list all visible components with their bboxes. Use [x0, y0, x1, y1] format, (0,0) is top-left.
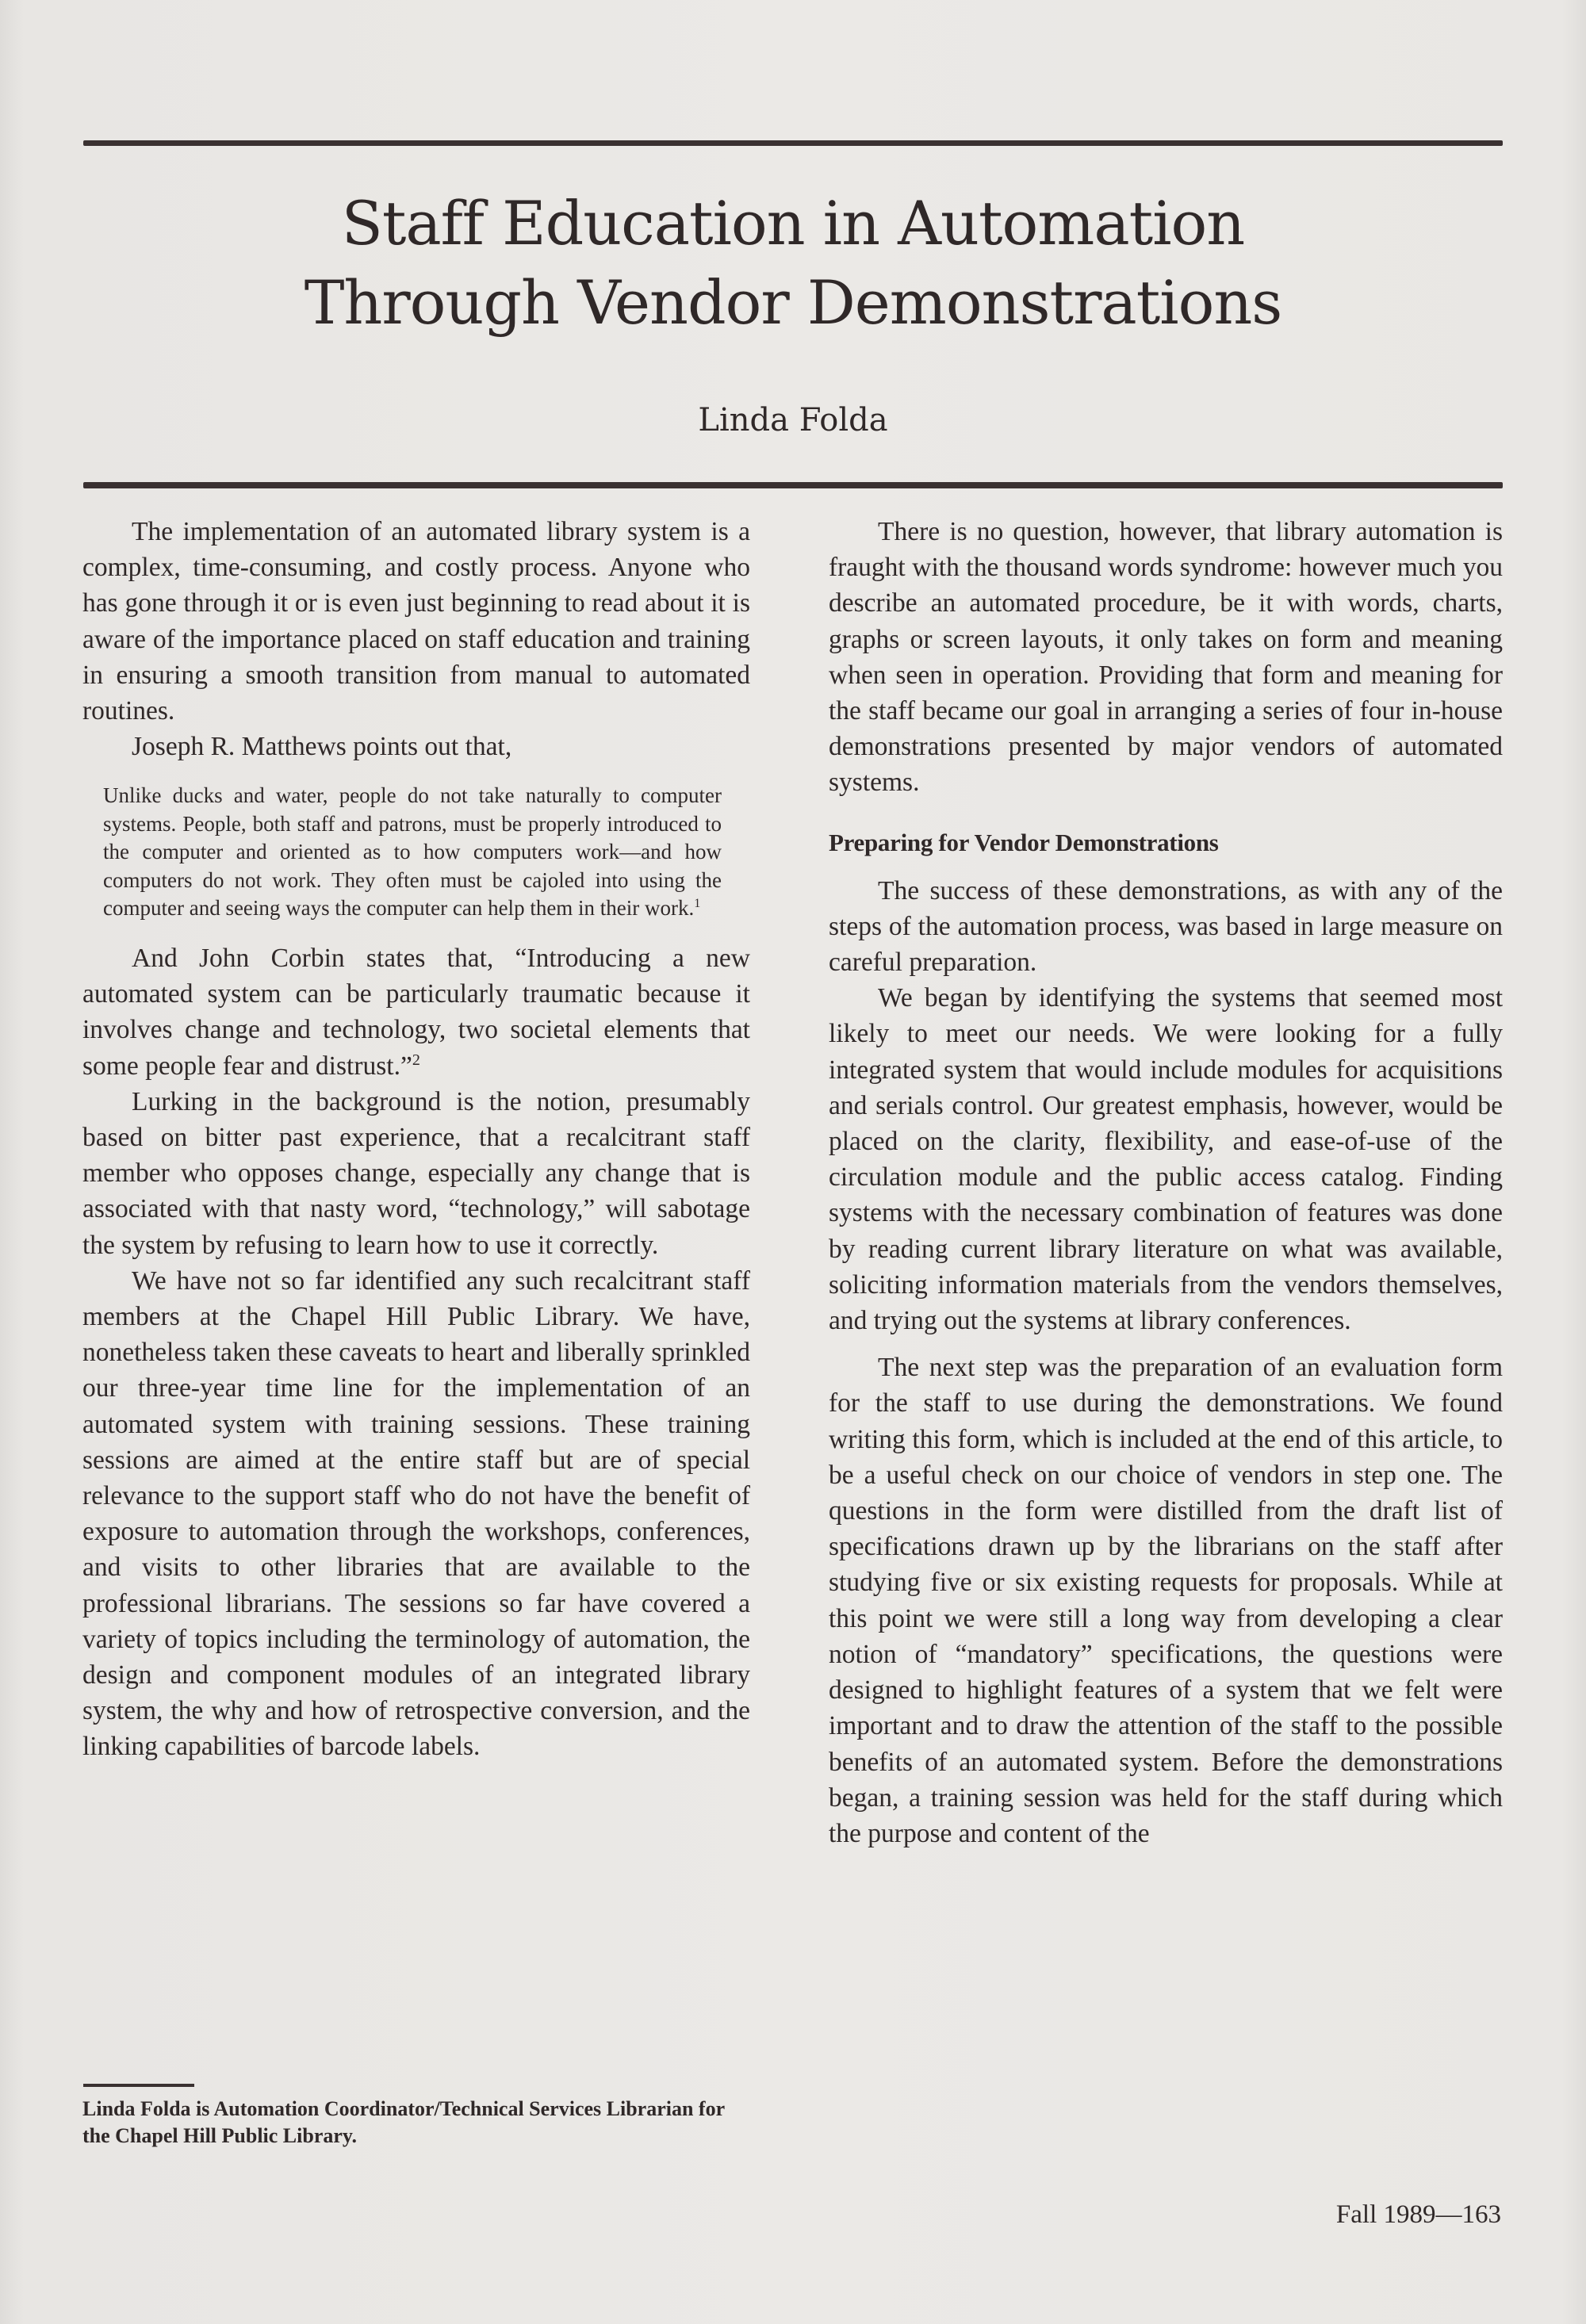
footnote-rule — [83, 2084, 194, 2087]
title-line-2: Through Vendor Demonstrations — [304, 267, 1282, 338]
article-title — [83, 184, 1503, 343]
paragraph: There is no question, however, that library automation is fraught with the thousand words syndrome: however much you describe an automated procedure, be it with words, charts, graphs or screen layouts, it only takes on form and meaning when seen in operation. Providing that form and meaning for the staff became our goal in arranging a series of four in-house demonstrations presented by major vendors of automated systems. — [829, 517, 1503, 798]
article-author: Linda Folda — [698, 402, 888, 438]
block-quote — [103, 782, 722, 923]
top-rule — [83, 140, 1503, 146]
footnote-marker: 1 — [694, 896, 701, 911]
paragraph: We have not so far identified any such recalcitrant staff members at the Chapel Hill Public Library. We have, nonetheless taken these caveats to heart and liberally sprinkled our three-year time line for the implementation of an automated system with training sessions. These training sessions are aimed at the entire staff but are of special relevance to the support staff who do not have the benefit of exposure to automation through the workshops, conferences, and visits to other libraries that are available to the professional librarians. The sessions so far have covered a variety of topics including the terminology of automation, the design and component modules of an integrated library system, the why and how of retrospective conversion, and the linking capabilities of barcode labels. — [82, 1265, 750, 1762]
section-heading: Preparing for Vendor Demonstrations — [829, 828, 1219, 856]
paragraph: Lurking in the background is the notion, presumably based on bitter past experience, that a recalcitrant staff member who opposes change, especially any change that is associated with that nasty word, “technology,” will sabotage the system by refusing to learn how to use it correctly. — [82, 1086, 750, 1260]
paragraph: We began by identifying the systems that seemed most likely to meet our needs. We were looking for a fully integrated system that would include modules for acquisitions and serials control. Our greatest emphasis, however, would be placed on the clarity, flexibility, and ease-of-use of the circulation module and the public access catalog. Finding systems with the necessary combination of features was done by reading current library literature on what was available, soliciting information materials from the vendors themselves, and trying out the systems at library conferences. — [829, 983, 1503, 1336]
title-line-1: Staff Education in Automation — [341, 188, 1245, 258]
author-bio: Linda Folda is Automation Coordinator/Technical Services Librarian for the Chapel Hill Public Library. — [82, 2097, 725, 2147]
footnote-marker: 2 — [412, 1051, 420, 1069]
paragraph: The implementation of an automated library system is a complex, time-consuming, and costly process. Anyone who has gone through it or is even just beginning to read about it is aware of the importance placed on staff education and training in ensuring a smooth transition from manual to automated routines. — [82, 517, 750, 726]
quote-text: Unlike ducks and water, people do not take naturally to computer systems. People, both staff and patrons, must be properly introduced to the computer and oriented as to how computers work—and how computers do not work. They often must be cajoled into using the computer and seeing ways the computer can help them in their work. — [103, 783, 722, 921]
paragraph-text: And John Corbin states that, “Introducing a new automated system can be particularly traumatic because it involves change and technology, two societal elements that some people fear and distrust.” — [82, 943, 750, 1081]
title-bottom-rule — [83, 482, 1503, 488]
paragraph: Joseph R. Matthews points out that, — [132, 732, 512, 762]
right-column — [829, 514, 1503, 1851]
paragraph: The next step was the preparation of an evaluation form for the staff to use during the demonstrations. We found writing this form, which is included at the end of this article, to be a useful check on our choice of vendors in step one. The questions in the form were distilled from the draft list of specifications drawn up by the librarians on the staff after studying five or six existing requests for proposals. While at this point we were still a long way from developing a clear notion of “mandatory” specifications, the questions were designed to highlight features of a system that we felt were important and to draw the attention of the staff to the possible benefits of an automated system. Before the demonstrations began, a training session was held for the staff during which the purpose and content of the — [829, 1353, 1503, 1848]
paragraph: The success of these demonstrations, as with any of the steps of the automation process, was based in large measure on careful preparation. — [829, 875, 1503, 978]
left-column — [82, 514, 750, 1765]
page-folio: Fall 1989—163 — [1335, 2200, 1501, 2229]
paragraph — [82, 940, 750, 1084]
